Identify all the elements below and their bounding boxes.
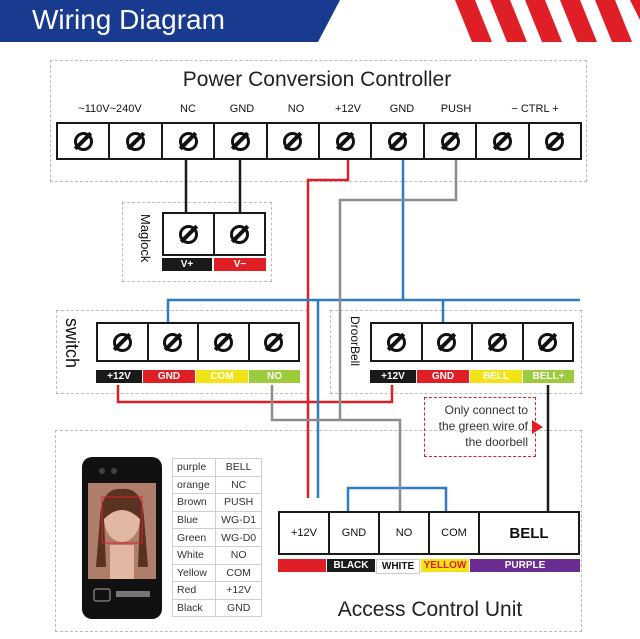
switch-tag-12v: +12V [96, 370, 142, 383]
table-cell: orange [173, 476, 216, 494]
maglock-tag-vminus: V− [214, 258, 266, 271]
doorbell-label: DroorBell [348, 316, 362, 367]
maglock-label: Maglock [138, 214, 153, 263]
acu-tag-white: WHITE [376, 559, 420, 574]
table-cell: Brown [173, 494, 216, 512]
screw-icon [437, 333, 456, 352]
screw-icon [388, 132, 407, 151]
screw-icon [493, 132, 512, 151]
doorbell-tag-bell: BELL [470, 370, 522, 383]
access-unit-terminal-strip [278, 511, 580, 555]
switch-terminal-strip [96, 322, 300, 362]
table-cell: NC [216, 476, 262, 494]
acu-terminal-gnd: GND [330, 513, 380, 553]
screw-icon [545, 132, 564, 151]
doorbell-tag-bellplus: BELL+ [523, 370, 574, 383]
maglock-terminal-strip [162, 212, 266, 256]
screw-icon [126, 132, 145, 151]
table-cell: PUSH [216, 494, 262, 512]
screw-icon [113, 333, 132, 352]
screw-icon [179, 225, 198, 244]
table-cell: Black [173, 599, 216, 617]
doorbell-terminal-strip [370, 322, 574, 362]
table-row [173, 564, 262, 582]
terminal-label-gnd-2: GND [389, 103, 415, 115]
screw-icon [336, 132, 355, 151]
switch-label: switch [62, 318, 82, 369]
table-cell: Red [173, 582, 216, 600]
table-cell: WG-D1 [216, 511, 262, 529]
screw-icon [441, 132, 460, 151]
table-cell: Blue [173, 511, 216, 529]
terminal-label-ac: ~110V~240V [78, 103, 142, 115]
table-cell: WG-D0 [216, 529, 262, 547]
screw-icon [230, 225, 249, 244]
table-cell: BELL [216, 459, 262, 477]
acu-tag-red: RED [278, 559, 326, 572]
doorbell-tag-12v: +12V [370, 370, 416, 383]
screw-icon [163, 333, 182, 352]
screw-icon [264, 333, 283, 352]
terminal-label-nc: NC [180, 103, 196, 115]
terminal-label-12v: +12V [335, 103, 361, 115]
doorbell-tag-gnd: GND [417, 370, 469, 383]
acu-terminal-12v: +12V [280, 513, 330, 553]
table-cell: NO [216, 546, 262, 564]
terminal-label-push: PUSH [440, 103, 472, 115]
table-row [173, 529, 262, 547]
table-cell: +12V [216, 582, 262, 600]
controller-terminal-strip [56, 122, 582, 160]
acu-tag-purple: PURPLE [470, 559, 580, 572]
table-cell: GND [216, 599, 262, 617]
table-row [173, 582, 262, 600]
acu-tag-black: BLACK [327, 559, 375, 572]
note-line: the doorbell [465, 435, 528, 449]
table-row [173, 599, 262, 617]
table-cell: COM [216, 564, 262, 582]
terminal-label-ctrl: − CTRL + [511, 103, 559, 115]
note-text [426, 402, 528, 450]
acu-terminal-bell: BELL [509, 524, 549, 542]
note-line: the green wire of [438, 419, 528, 433]
switch-tag-gnd: GND [143, 370, 195, 383]
controller-title: Power Conversion Controller [182, 68, 452, 91]
table-row [173, 494, 262, 512]
terminal-label-no: NO [287, 103, 305, 115]
table-row [173, 511, 262, 529]
note-line: Only connect to [444, 403, 528, 417]
screw-icon [179, 132, 198, 151]
screw-icon [538, 333, 557, 352]
screw-icon [387, 333, 406, 352]
table-cell: purple [173, 459, 216, 477]
acu-terminal-no: NO [380, 513, 430, 553]
screw-icon [74, 132, 93, 151]
terminal-label-gnd-1: GND [229, 103, 255, 115]
acu-tag-yellow: YELLOW [421, 559, 469, 572]
maglock-tag-vplus: V+ [162, 258, 212, 271]
table-row [173, 459, 262, 477]
table-cell: White [173, 546, 216, 564]
screw-icon [214, 333, 233, 352]
page-title: Wiring Diagram [32, 4, 225, 35]
switch-tag-com: COM [196, 370, 248, 383]
acu-terminal-com: COM [430, 513, 480, 553]
table-row [173, 546, 262, 564]
wire-color-table [172, 458, 262, 617]
access-unit-title: Access Control Unit [337, 598, 523, 621]
table-row [173, 476, 262, 494]
switch-tag-no: NO [249, 370, 300, 383]
screw-icon [488, 333, 507, 352]
table-cell: Yellow [173, 564, 216, 582]
screw-icon [231, 132, 250, 151]
face-recognition-terminal-icon [82, 457, 162, 619]
screw-icon [283, 132, 302, 151]
table-cell: Green [173, 529, 216, 547]
